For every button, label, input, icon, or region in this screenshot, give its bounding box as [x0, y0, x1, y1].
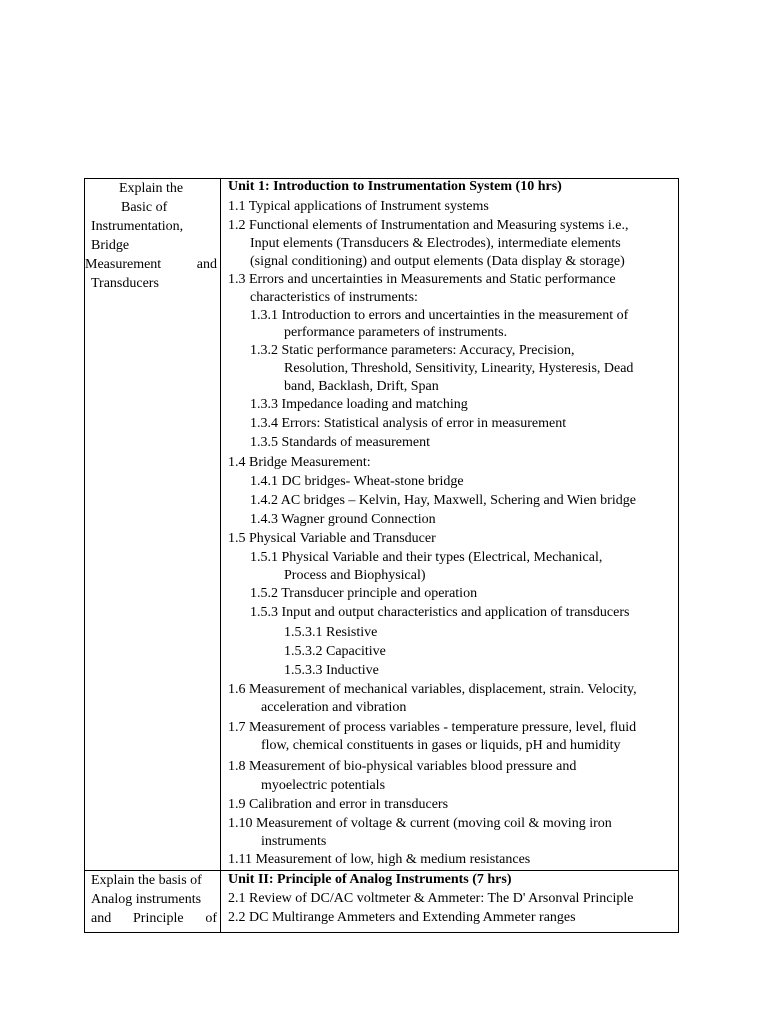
objective-line: Bridge — [91, 238, 130, 253]
topic-line: 1.3 Errors and uncertainties in Measurements and Static performance — [228, 272, 616, 287]
objective-line: Basic of — [121, 200, 168, 215]
unit1-objective — [87, 179, 217, 293]
topic-line: 1.11 Measurement of low, high & medium resistances — [228, 852, 531, 867]
topic-line: 1.5.3.3 Inductive — [284, 663, 379, 678]
topic-line: myoelectric potentials — [261, 778, 386, 793]
topic-line: 1.2 Functional elements of Instrumentation and Measuring systems i.e., — [228, 218, 629, 233]
topic-line: 1.5.2 Transducer principle and operation — [250, 586, 478, 601]
topic-line: 1.5.3 Input and output characteristics and application of transducers — [250, 605, 630, 620]
objective-line: Measurement and — [85, 257, 217, 272]
topic-line: 1.4.3 Wagner ground Connection — [250, 512, 436, 527]
topic-line: 1.1 Typical applications of Instrument systems — [228, 199, 489, 214]
topic-line: 1.3.2 Static performance parameters: Accuracy, Precision, — [250, 343, 575, 358]
topic-line: 1.9 Calibration and error in transducers — [228, 797, 449, 812]
objective-line: Instrumentation, — [91, 219, 184, 234]
topic-line: 1.3.4 Errors: Statistical analysis of error in measurement — [250, 416, 567, 431]
topic-line: characteristics of instruments: — [250, 290, 418, 305]
objective-line: Explain the — [119, 181, 184, 196]
topic-line: 1.4.1 DC bridges- Wheat-stone bridge — [250, 474, 464, 489]
objective-line: Transducers — [91, 276, 159, 291]
topic-line: Resolution, Threshold, Sensitivity, Linearity, Hysteresis, Dead — [284, 361, 634, 376]
unit1-heading: Unit 1: Introduction to Instrumentation System (10 hrs) — [228, 179, 562, 194]
topic-line: 1.3.1 Introduction to errors and uncertainties in the measurement of — [250, 308, 629, 323]
topic-line: band, Backlash, Drift, Span — [284, 379, 439, 394]
topic-line: 1.5 Physical Variable and Transducer — [228, 531, 436, 546]
topic-line: Input elements (Transducers & Electrodes), intermediate elements — [250, 236, 621, 251]
syllabus-table — [84, 178, 679, 933]
column-divider — [220, 179, 221, 932]
topic-line: flow, chemical constituents in gases or liquids, pH and humidity — [261, 738, 621, 753]
topic-line: 1.3.5 Standards of measurement — [250, 435, 431, 450]
topic-line: 1.10 Measurement of voltage & current (moving coil & moving iron — [228, 816, 612, 831]
topic-line: (signal conditioning) and output elements (Data display & storage) — [250, 254, 625, 269]
objective-line: Explain the basis of — [91, 873, 202, 888]
topic-line: 1.8 Measurement of bio-physical variables blood pressure and — [228, 759, 577, 774]
unit2-objective — [87, 871, 217, 928]
topic-line: 1.4 Bridge Measurement: — [228, 455, 371, 470]
objective-line: and Principle of — [91, 911, 217, 926]
topic-line: Process and Biophysical) — [284, 568, 426, 583]
topic-line: acceleration and vibration — [261, 700, 407, 715]
topic-line: instruments — [261, 834, 327, 849]
topic-line: 1.6 Measurement of mechanical variables, displacement, strain. Velocity, — [228, 682, 637, 697]
topic-line: 1.4.2 AC bridges – Kelvin, Hay, Maxwell, Schering and Wien bridge — [250, 493, 636, 508]
topic-line: 1.7 Measurement of process variables - temperature pressure, level, fluid — [228, 720, 637, 735]
topic-line: 1.5.3.2 Capacitive — [284, 644, 386, 659]
topic-line: 1.5.1 Physical Variable and their types (Electrical, Mechanical, — [250, 550, 603, 565]
objective-line: Analog instruments — [91, 892, 202, 907]
topic-line: 2.2 DC Multirange Ammeters and Extending Ammeter ranges — [228, 910, 576, 925]
topic-line: performance parameters of instruments. — [284, 325, 508, 340]
topic-line: 1.3.3 Impedance loading and matching — [250, 397, 468, 412]
unit2-heading: Unit II: Principle of Analog Instruments (7 hrs) — [228, 872, 512, 887]
topic-line: 2.1 Review of DC/AC voltmeter & Ammeter: The D' Arsonval Principle — [228, 891, 634, 906]
topic-line: 1.5.3.1 Resistive — [284, 625, 378, 640]
